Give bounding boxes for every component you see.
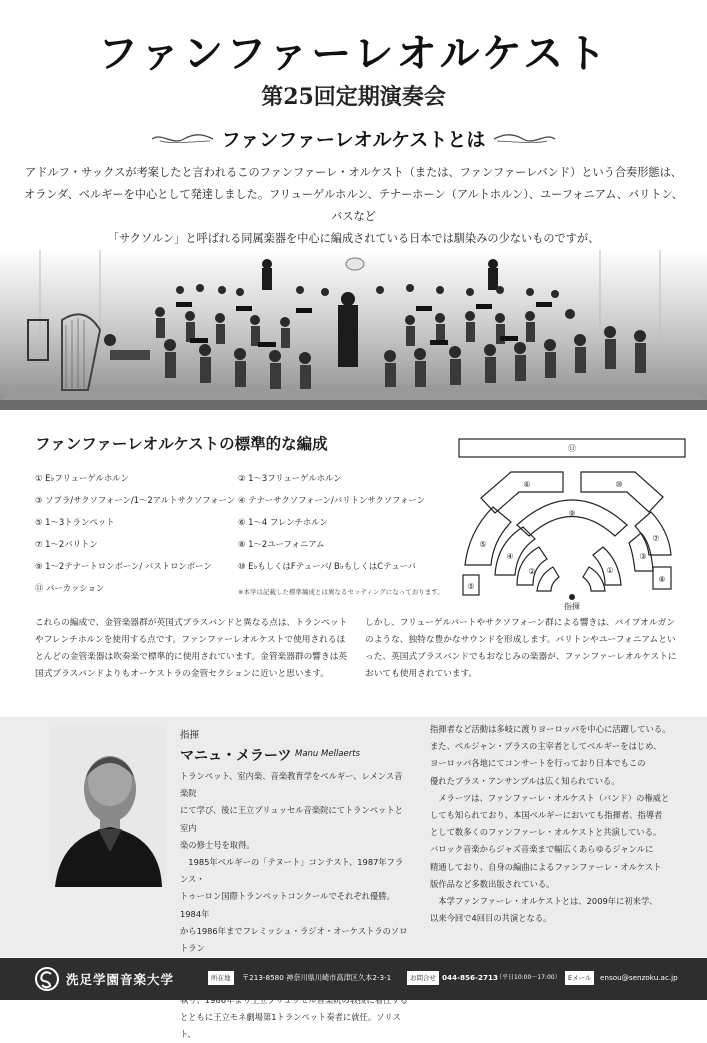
- instrument-item: ① E♭フリューゲルホルン: [35, 473, 129, 483]
- instrument-item: ⑨ 1〜2テナートロンボーン/ バストロンボーン: [35, 561, 212, 571]
- instrument-item: ⑦ 1〜2バリトン: [35, 539, 98, 549]
- instrument-item: ③ ソプラ/サクソフォーン/1〜2アルトサクソフォーン: [35, 495, 236, 505]
- school-name: 洗足学園音楽大学: [66, 972, 175, 987]
- bio-line: トゥーロン国際トランペットコンクールでそれぞれ優勝。1984年: [180, 891, 395, 919]
- bio-line: 本学ファンファーレ・オルケストとは、2009年に初来学、: [430, 896, 658, 907]
- stage-diagram: [455, 435, 690, 610]
- bio-line: から1986年までフレミッシュ・ラジオ・オーケストラのソロトラン: [180, 925, 408, 954]
- stage-label: ⑨: [568, 509, 576, 518]
- about-line: アドルフ・サックスが考案したと言われるこのファンファーレ・オルケスト（または、ファンファーレバンド）という合奏形態は、: [25, 166, 682, 179]
- stage-section-10: [581, 472, 663, 512]
- conductor-label: 指揮: [564, 602, 580, 610]
- bio-line: トランペット、室内楽、音楽教育学をベルギー、レメンス音楽院: [180, 771, 403, 799]
- address-tag: 所在地: [208, 971, 234, 985]
- bio-line: しても知られており、本国ベルギーにおいても指揮者、指導者: [430, 810, 663, 821]
- instrument-item: ② 1〜3フリューゲルホルン: [238, 473, 342, 483]
- stage-label: ③: [639, 552, 647, 561]
- concert-title: ファンファーレオルケスト: [97, 30, 610, 77]
- stage-label: ⑩: [615, 480, 623, 489]
- bio-line: 版作品など多数出版されている。: [430, 878, 555, 889]
- school-logo-icon: [34, 966, 60, 992]
- about-line: オランダ、ベルギーを中心として発達しました。フリューゲルホルン、テナーホーン（アルトホルン）、ユーフォニアム、バリトン、バスなど: [24, 188, 683, 223]
- instrument-item: ⑧ 1〜2ユーフォニアム: [238, 539, 325, 549]
- bio-line: 精通しており、自身の編曲によるファンファーレ・オルケスト: [430, 861, 662, 872]
- instrument-item: ⑤ 1〜3トランペット: [35, 517, 115, 527]
- conductor-role: 指揮: [180, 730, 200, 741]
- email-link[interactable]: ensou@senzoku.ac.jp: [600, 973, 678, 982]
- conductor-bio-right: [430, 721, 690, 927]
- band-photo: [0, 250, 707, 410]
- bio-line: バロック音楽からジャズ音楽まで幅広くあらゆるジャンルに: [430, 844, 654, 855]
- bio-line: 楽の修士号を取得。: [180, 839, 255, 850]
- stage-section-5: [465, 507, 514, 565]
- conductor-position-icon: [569, 594, 575, 600]
- phone-tag: お問合せ: [407, 971, 439, 985]
- description-left: これらの編成で、金管楽器群が英国式ブラスバンドと異なる点は、トランペットやフレンチホルンを使用する点です。ファンファーレオルケストで使用されるほとんどの金管楽器は吹奏楽で標準的に使用されています。金管楽器群の響きは英国式ブラスバンドよりもオーケストラの金管セクションに近いと思います。: [35, 618, 348, 679]
- bio-line: また、ベルジャン・ブラスの主宰者としてベルギーをはじめ、: [430, 741, 662, 752]
- stage-label: ⑤: [467, 582, 475, 591]
- stage-label: ⑤: [479, 540, 487, 549]
- stage-label: ⑪: [568, 444, 576, 453]
- stage-label: ①: [606, 566, 614, 575]
- bio-line: メラーツは、ファンファーレ・オルケスト（バンド）の権威と: [430, 792, 670, 803]
- bio-line: にて学び、後に王立ブリュッセル音楽院にてトランペットと室内: [180, 805, 403, 833]
- stage-label: ⑦: [652, 534, 660, 543]
- conductor-name: マニュ・メラーツ: [180, 748, 292, 764]
- bio-line: ヨーロッパ各地にてコンサートを行っており日本でもこの: [430, 758, 646, 769]
- about-heading: ファンファーレオルケストとは: [221, 129, 486, 151]
- bio-line: 以来今回で4回目の共演となる。: [430, 913, 552, 924]
- instrument-item: ⑩ E♭もしくはFテューバ/ B♭もしくはCテューバ: [238, 561, 416, 571]
- formation-note: ※本学は記載した標準編成とは異なるセッティングになっております。: [238, 588, 444, 596]
- instrument-item: ⑥ 1〜4 フレンチホルン: [238, 517, 328, 527]
- phone-text: 044-856-2713: [442, 973, 498, 982]
- bio-line: 優れたブラス・アンサンブルは広く知られている。: [430, 775, 620, 786]
- address-text: 〒213-8580 神奈川県川崎市高津区久本2-3-1: [242, 973, 392, 982]
- formation-heading: ファンファーレオルケストの標準的な編成: [35, 434, 328, 453]
- bio-line: とともに王立モネ劇場第1トランペット奏者に就任。ソリスト、: [180, 1011, 401, 1040]
- stage-section-12: [537, 567, 559, 591]
- bio-line: として数多くのファンファーレ・オルケストと共演している。: [430, 827, 662, 838]
- phone-hours: （平日10:00〜17:00）: [496, 974, 561, 981]
- conductor-bio-left: [180, 768, 410, 1043]
- instrument-item: ⑪ パーカッション: [35, 583, 105, 593]
- stage-label: ⑧: [658, 575, 666, 584]
- concert-subtitle: 第25回定期演奏会: [261, 84, 446, 110]
- bio-line: 1985年ベルギーの「テヌート」コンテスト、1987年フランス・: [180, 857, 404, 885]
- conductor-name-latin: Manu Mellaerts: [295, 749, 360, 759]
- stage-label: ④: [506, 552, 514, 561]
- stage-label: ②: [528, 567, 536, 576]
- stage-section-13: [583, 567, 605, 591]
- flourish-right-icon: [492, 132, 557, 146]
- description-right: しかし、フリューゲルパートやサクソフォーン群による響きは、パイプオルガンのような、独特な豊かなサウンドを形成します。バリトンやユーフォニアムといった、英国式ブラスバンドでもおなじみの楽器が、ファンファーレオルケストにおいても使用されています。: [365, 618, 677, 679]
- conductor-portrait: [50, 727, 165, 887]
- stage-section-9: [517, 500, 627, 536]
- footer-bar: [0, 958, 707, 1000]
- instrument-item: ④ テナーサクソフォーン/バリトンサクソフォーン: [238, 495, 426, 505]
- stage-label: ⑥: [523, 480, 531, 489]
- bio-line: 指揮者など活動は多岐に渡りヨーロッパを中心に活躍している。: [430, 724, 671, 734]
- email-tag: Eメール: [565, 971, 594, 985]
- about-line: 「サクソルン」と呼ばれる同属楽器を中心に編成されている日本では馴染みの少ないものですが、: [107, 232, 600, 245]
